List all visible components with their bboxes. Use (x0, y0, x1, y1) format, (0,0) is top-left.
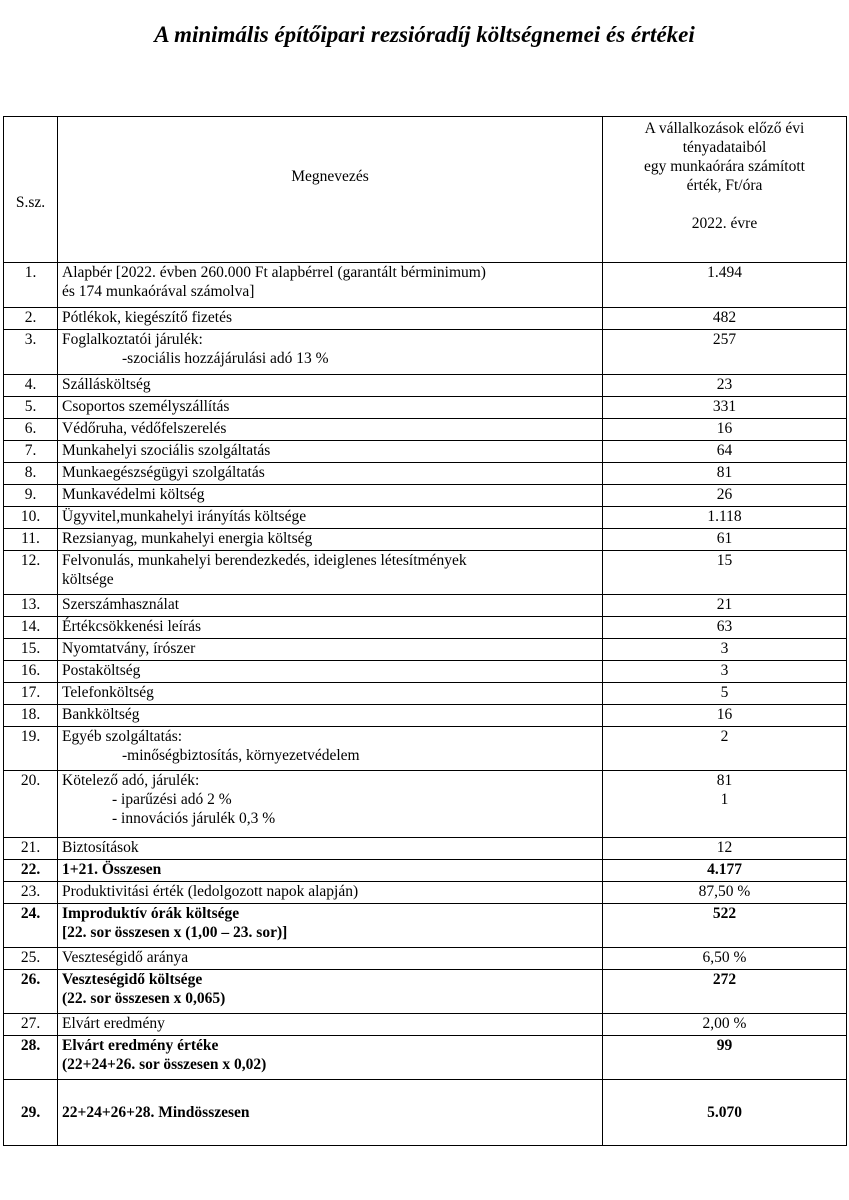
row-value (603, 308, 847, 330)
table-row (4, 727, 847, 771)
row-value (603, 882, 847, 904)
row-number: 12. (4, 551, 58, 595)
row-number: 3. (4, 330, 58, 375)
row-description (58, 727, 603, 771)
header-year: 2022. évre (691, 215, 758, 232)
row-description (58, 771, 603, 838)
description-subline: - innovációs járulék 0,3 % (112, 810, 276, 827)
row-value (603, 727, 847, 771)
value-text: 272 (712, 971, 737, 988)
table-header-row (4, 117, 847, 263)
row-description (58, 507, 603, 529)
row-description (58, 683, 603, 705)
row-number: 29. (4, 1080, 58, 1146)
value-text: 257 (712, 331, 737, 348)
description-line: Védőruha, védőfelszerelés (62, 420, 227, 437)
table-row (4, 1036, 847, 1080)
header-value-line: érték, Ft/óra (686, 177, 763, 194)
value-text: 64 (716, 442, 733, 459)
table-row (4, 705, 847, 727)
row-value (603, 441, 847, 463)
description-line: 1+21. Összesen (62, 861, 162, 878)
description-line: költsége (62, 571, 114, 588)
row-description (58, 551, 603, 595)
row-number: 28. (4, 1036, 58, 1080)
row-value (603, 397, 847, 419)
value-text: 2,00 % (702, 1015, 747, 1032)
row-number: 10. (4, 507, 58, 529)
row-description (58, 463, 603, 485)
table-row (4, 375, 847, 397)
table-row (4, 1080, 847, 1146)
table-row (4, 904, 847, 948)
row-number: 20. (4, 771, 58, 838)
value-text: 81 (716, 772, 733, 789)
row-value (603, 970, 847, 1014)
row-description (58, 661, 603, 683)
value-text: 5.070 (707, 1104, 742, 1121)
row-number: 14. (4, 617, 58, 639)
row-value (603, 529, 847, 551)
header-value (603, 117, 847, 263)
value-text: 15 (716, 552, 733, 569)
header-value-line: egy munkaórára számított (644, 158, 805, 175)
row-number: 23. (4, 882, 58, 904)
table-row (4, 529, 847, 551)
cost-table (3, 116, 847, 1146)
description-line: Biztosítások (62, 839, 139, 856)
row-value (603, 1080, 847, 1146)
description-line: Veszteségidő aránya (62, 949, 189, 966)
description-line: és 174 munkaórával számolva] (62, 283, 255, 300)
table-row (4, 882, 847, 904)
value-text: 12 (716, 839, 733, 856)
header-value-line: tényadataiból (682, 139, 767, 156)
header-name: Megnevezés (58, 117, 603, 263)
table-row (4, 441, 847, 463)
row-value (603, 1014, 847, 1036)
table-row (4, 948, 847, 970)
header-serial: S.sz. (4, 117, 58, 263)
description-line: Rezsianyag, munkahelyi energia költség (62, 530, 313, 547)
description-line: Felvonulás, munkahelyi berendezkedés, ideiglenes létesítmények (62, 552, 467, 569)
table-row (4, 771, 847, 838)
header-value-line: A vállalkozások előző évi (644, 120, 805, 137)
description-line: Veszteségidő költsége (62, 971, 203, 988)
row-value (603, 595, 847, 617)
row-number: 18. (4, 705, 58, 727)
row-number: 8. (4, 463, 58, 485)
description-line: Egyéb szolgáltatás: (62, 728, 183, 745)
description-subline: - iparűzési adó 2 % (112, 791, 232, 808)
description-line: Bankköltség (62, 706, 140, 723)
row-number: 11. (4, 529, 58, 551)
table-row (4, 308, 847, 330)
row-number: 4. (4, 375, 58, 397)
description-line: Elvárt eredmény (62, 1015, 165, 1032)
description-line: Postaköltség (62, 662, 141, 679)
row-value (603, 507, 847, 529)
value-text: 81 (716, 464, 733, 481)
description-line: Csoportos személyszállítás (62, 398, 230, 415)
row-description (58, 441, 603, 463)
value-text: 4.177 (707, 861, 742, 878)
row-value (603, 661, 847, 683)
description-subline: -szociális hozzájárulási adó 13 % (122, 350, 329, 367)
description-line: Produktivitási érték (ledolgozott napok alapján) (62, 883, 359, 900)
value-text: 63 (716, 618, 733, 635)
description-line: Foglalkoztatói járulék: (62, 331, 203, 348)
description-line: Ügyvitel,munkahelyi irányítás költsége (62, 508, 307, 525)
row-description (58, 948, 603, 970)
row-value (603, 948, 847, 970)
row-description (58, 838, 603, 860)
row-description (58, 617, 603, 639)
row-number: 16. (4, 661, 58, 683)
description-line: (22. sor összesen x 0,065) (62, 990, 226, 1007)
row-value (603, 771, 847, 838)
value-text: 2 (720, 728, 729, 745)
description-line: Munkahelyi szociális szolgáltatás (62, 442, 271, 459)
table-row (4, 507, 847, 529)
row-description (58, 1080, 603, 1146)
table-row (4, 838, 847, 860)
table-row (4, 397, 847, 419)
row-number: 27. (4, 1014, 58, 1036)
description-line: Munkavédelmi költség (62, 486, 205, 503)
row-value (603, 375, 847, 397)
row-description (58, 639, 603, 661)
row-number: 17. (4, 683, 58, 705)
value-text: 61 (716, 530, 733, 547)
row-number: 6. (4, 419, 58, 441)
table-row (4, 970, 847, 1014)
description-line: Munkaegészségügyi szolgáltatás (62, 464, 265, 481)
row-number: 21. (4, 838, 58, 860)
row-number: 9. (4, 485, 58, 507)
table-row (4, 661, 847, 683)
row-description (58, 705, 603, 727)
row-number: 15. (4, 639, 58, 661)
value-text: 16 (716, 706, 733, 723)
description-line: Pótlékok, kiegészítő fizetés (62, 309, 233, 326)
table-row (4, 330, 847, 375)
row-value (603, 485, 847, 507)
row-description (58, 375, 603, 397)
value-text: 26 (716, 486, 733, 503)
description-line: Értékcsökkenési leírás (62, 618, 202, 635)
row-number: 2. (4, 308, 58, 330)
page-title: A minimális építőipari rezsióradíj költségnemei és értékei (154, 22, 695, 47)
table-row (4, 617, 847, 639)
row-number: 7. (4, 441, 58, 463)
row-description (58, 308, 603, 330)
value-text: 5 (720, 684, 729, 701)
row-value (603, 904, 847, 948)
table-row (4, 419, 847, 441)
row-value (603, 705, 847, 727)
value-text: 21 (716, 596, 733, 613)
value-text: 87,50 % (698, 883, 751, 900)
row-description (58, 595, 603, 617)
row-number: 24. (4, 904, 58, 948)
description-line: Telefonköltség (62, 684, 154, 701)
row-value (603, 263, 847, 308)
row-number: 1. (4, 263, 58, 308)
row-description (58, 485, 603, 507)
row-description (58, 904, 603, 948)
row-number: 22. (4, 860, 58, 882)
row-value (603, 419, 847, 441)
row-value (603, 330, 847, 375)
row-number: 25. (4, 948, 58, 970)
table-row (4, 263, 847, 308)
row-number: 5. (4, 397, 58, 419)
value-text: 3 (720, 662, 729, 679)
description-line: Szerszámhasználat (62, 596, 180, 613)
value-text: 1.118 (707, 508, 742, 525)
description-line: Elvárt eredmény értéke (62, 1037, 219, 1054)
table-row (4, 463, 847, 485)
row-value (603, 617, 847, 639)
table-row (4, 1014, 847, 1036)
row-number: 19. (4, 727, 58, 771)
description-line: (22+24+26. sor összesen x 0,02) (62, 1056, 267, 1073)
description-line: [22. sor összesen x (1,00 – 23. sor)] (62, 924, 288, 941)
description-line: Improduktív órák költsége (62, 905, 240, 922)
description-line: 22+24+26+28. Mindösszesen (62, 1104, 250, 1121)
row-value (603, 683, 847, 705)
value-text: 3 (720, 640, 729, 657)
table-row (4, 639, 847, 661)
row-number: 26. (4, 970, 58, 1014)
description-line: Alapbér [2022. évben 260.000 Ft alapbérrel (garantált bérminimum) (62, 264, 486, 281)
row-description (58, 1036, 603, 1080)
description-line: Szállásköltség (62, 376, 151, 393)
row-value (603, 463, 847, 485)
row-description (58, 263, 603, 308)
value-text: 99 (716, 1037, 733, 1054)
row-description (58, 1014, 603, 1036)
value-text: 522 (712, 905, 737, 922)
row-description (58, 860, 603, 882)
row-value (603, 860, 847, 882)
description-subline: -minőségbiztosítás, környezetvédelem (122, 747, 360, 764)
row-description (58, 330, 603, 375)
value-text: 331 (712, 398, 737, 415)
table-row (4, 595, 847, 617)
table-row (4, 485, 847, 507)
row-value (603, 639, 847, 661)
row-value (603, 1036, 847, 1080)
row-description (58, 529, 603, 551)
row-number: 13. (4, 595, 58, 617)
row-description (58, 882, 603, 904)
row-description (58, 419, 603, 441)
value-text: 6,50 % (702, 949, 747, 966)
table-row (4, 551, 847, 595)
row-value (603, 551, 847, 595)
value-text: 1.494 (707, 264, 742, 281)
row-value (603, 838, 847, 860)
value-text: 1 (720, 791, 729, 808)
description-line: Nyomtatvány, írószer (62, 640, 196, 657)
table-row (4, 683, 847, 705)
value-text: 482 (712, 309, 737, 326)
row-description (58, 970, 603, 1014)
row-description (58, 397, 603, 419)
description-line: Kötelező adó, járulék: (62, 772, 200, 789)
table-row (4, 860, 847, 882)
value-text: 16 (716, 420, 733, 437)
value-text: 23 (716, 376, 733, 393)
